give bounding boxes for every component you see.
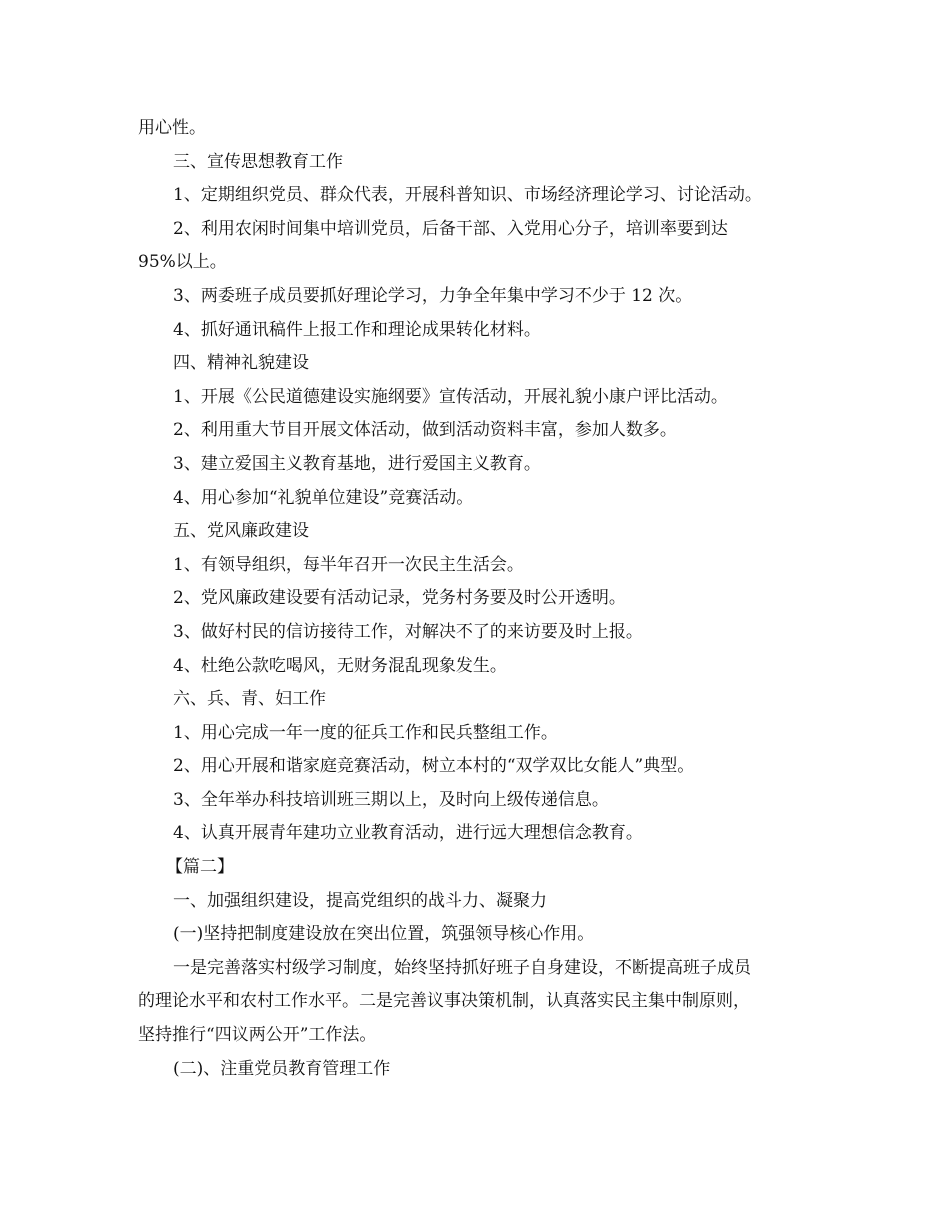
text-line: 用心性。 <box>138 118 206 138</box>
text-line: 4、抓好通讯稿件上报工作和理论成果转化材料。 <box>173 319 541 340</box>
text-line: 1、有领导组织，每半年召开一次民主生活会。 <box>173 554 524 575</box>
text-line: 三、宣传思想教育工作 <box>173 151 343 172</box>
text-line: 3、两委班子成员要抓好理论学习，力争全年集中学习不少于 12 次。 <box>173 285 693 306</box>
text-line: (二)、注重党员教育管理工作 <box>173 1058 391 1079</box>
text-line: 四、精神礼貌建设 <box>173 353 309 374</box>
text-line: 2、利用农闲时间集中培训党员，后备干部、入党用心分子，培训率要到达 <box>173 218 728 239</box>
text-line: 的理论水平和农村工作水平。二是完善议事决策机制，认真落实民主集中制原则， <box>138 991 750 1012</box>
text-line: 一、加强组织建设，提高党组织的战斗力、凝聚力 <box>173 890 547 911</box>
text-line: 4、认真开展青年建功立业教育活动，进行远大理想信念教育。 <box>173 823 643 844</box>
document-body <box>138 112 818 1086</box>
text-line: (一)坚持把制度建设放在突出位置，筑强领导核心作用。 <box>173 924 595 945</box>
text-line: 2、党风廉政建设要有活动记录，党务村务要及时公开透明。 <box>173 588 626 609</box>
text-line: 95%以上。 <box>138 252 227 273</box>
text-line: 五、党风廉政建设 <box>173 521 309 542</box>
text-line: 1、用心完成一年一度的征兵工作和民兵整组工作。 <box>173 722 558 743</box>
text-line: 2、利用重大节目开展文体活动，做到活动资料丰富，参加人数多。 <box>173 420 677 441</box>
text-line: 坚持推行“四议两公开”工作法。 <box>138 1025 377 1046</box>
text-line: 【篇二】 <box>166 857 234 878</box>
text-line: 3、做好村民的信访接待工作，对解决不了的来访要及时上报。 <box>173 621 643 642</box>
text-line: 4、用心参加“礼貌单位建设”竞赛活动。 <box>173 487 474 508</box>
text-line: 一是完善落实村级学习制度，始终坚持抓好班子自身建设，不断提高班子成员 <box>173 957 751 978</box>
text-line: 4、杜绝公款吃喝风，无财务混乱现象发生。 <box>173 655 507 676</box>
text-line: 3、全年举办科技培训班三期以上，及时向上级传递信息。 <box>173 789 609 810</box>
text-line: 1、定期组织党员、群众代表，开展科普知识、市场经济理论学习、讨论活动。 <box>173 185 762 206</box>
text-line: 六、兵、青、妇工作 <box>173 689 326 710</box>
text-line: 3、建立爱国主义教育基地，进行爱国主义教育。 <box>173 453 541 474</box>
text-line: 1、开展《公民道德建设实施纲要》宣传活动，开展礼貌小康户评比活动。 <box>173 386 728 407</box>
text-line: 2、用心开展和谐家庭竞赛活动，树立本村的“双学双比女能人”典型。 <box>173 756 695 777</box>
